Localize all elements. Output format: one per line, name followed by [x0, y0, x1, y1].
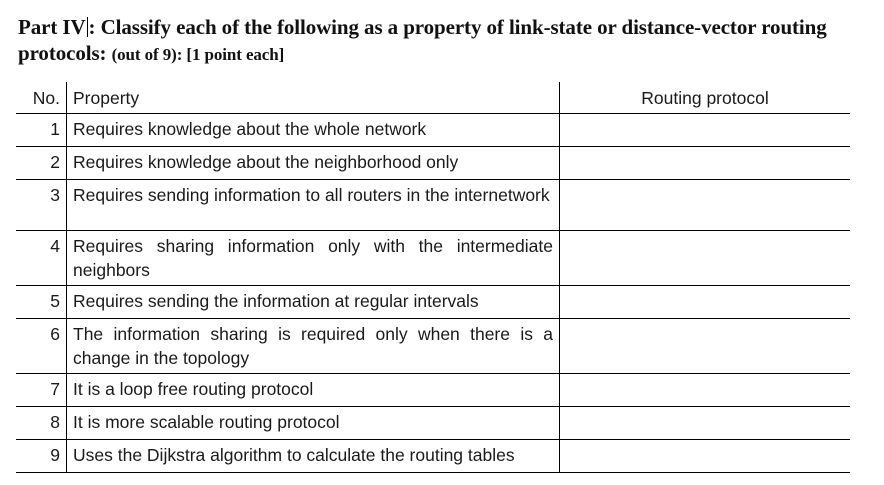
row-number: 1	[16, 114, 67, 147]
row-number: 4	[16, 231, 67, 286]
row-number: 5	[16, 286, 67, 319]
table-row	[16, 374, 850, 407]
row-property: Requires sharing information only with the intermediate neighbors	[67, 231, 560, 286]
table-header-row	[16, 82, 850, 114]
table-row	[16, 231, 850, 286]
row-answer-cell[interactable]	[560, 440, 851, 473]
row-answer-cell[interactable]	[560, 231, 851, 286]
score-text: (out of 9): [1 point each]	[111, 45, 285, 64]
row-number: 8	[16, 407, 67, 440]
row-property: Requires knowledge about the neighborhood only	[67, 147, 560, 180]
row-property: Uses the Dijkstra algorithm to calculate the routing tables	[67, 440, 560, 473]
row-property: It is a loop free routing protocol	[67, 374, 560, 407]
row-answer-cell[interactable]	[560, 147, 851, 180]
question-heading	[18, 14, 858, 68]
header-no: No.	[16, 82, 67, 114]
row-number: 3	[16, 180, 67, 231]
row-number: 9	[16, 440, 67, 473]
table-row	[16, 407, 850, 440]
instruction-text: : Classify each of the following as a property of link-state or distance-vector routing protocols:	[18, 15, 827, 65]
properties-table	[16, 82, 850, 473]
row-answer-cell[interactable]	[560, 286, 851, 319]
row-property: Requires knowledge about the whole network	[67, 114, 560, 147]
row-answer-cell[interactable]	[560, 114, 851, 147]
part-label: Part IV	[18, 15, 86, 39]
row-answer-cell[interactable]	[560, 180, 851, 231]
row-answer-cell[interactable]	[560, 319, 851, 374]
row-answer-cell[interactable]	[560, 407, 851, 440]
row-property: Requires sending information to all routers in the internetwork	[67, 180, 560, 231]
table-row	[16, 180, 850, 231]
table-row	[16, 440, 850, 473]
header-property: Property	[67, 82, 560, 114]
table-row	[16, 114, 850, 147]
table-row	[16, 147, 850, 180]
row-answer-cell[interactable]	[560, 374, 851, 407]
row-property: The information sharing is required only when there is a change in the topology	[67, 319, 560, 374]
row-property: It is more scalable routing protocol	[67, 407, 560, 440]
row-property: Requires sending the information at regular intervals	[67, 286, 560, 319]
table-row	[16, 286, 850, 319]
table-row	[16, 319, 850, 374]
row-number: 6	[16, 319, 67, 374]
row-number: 7	[16, 374, 67, 407]
text-cursor	[87, 17, 88, 37]
header-routing-protocol: Routing protocol	[560, 82, 851, 114]
row-number: 2	[16, 147, 67, 180]
